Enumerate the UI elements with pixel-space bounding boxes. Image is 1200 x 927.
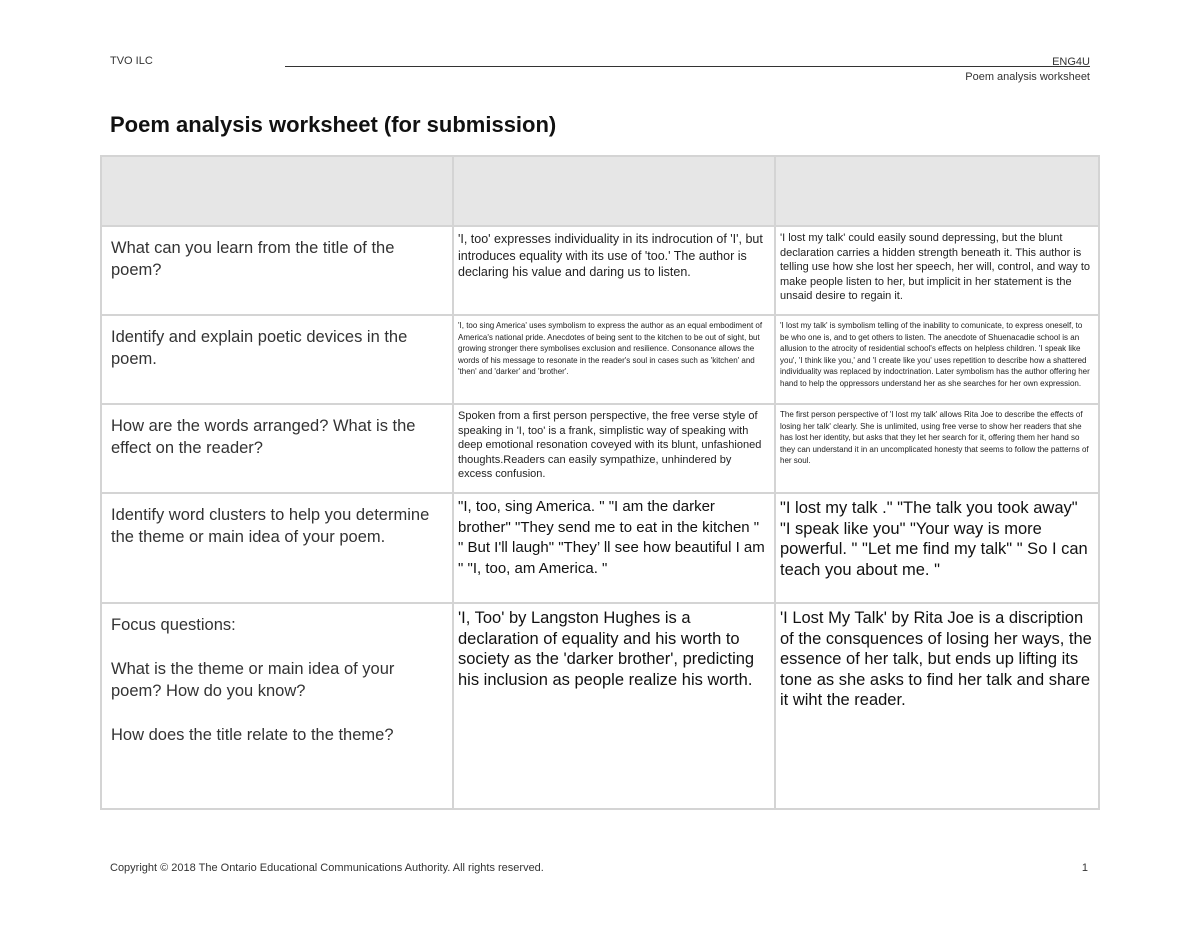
answer-cell bbox=[775, 603, 1099, 809]
question-cell bbox=[101, 315, 453, 404]
header-course: ENG4U bbox=[1052, 56, 1090, 68]
question-cell bbox=[101, 603, 453, 809]
focus-question-title: How does the title relate to the theme? bbox=[111, 726, 394, 744]
answer-cell bbox=[775, 404, 1099, 493]
answer-text: 'I, Too' by Langston Hughes is a declaration of equality and his worth to society as the 'darker brother', predicting his inclusion as people realize his worth. bbox=[458, 609, 755, 689]
question-cell bbox=[101, 404, 453, 493]
answer-text: "I, too, sing America. " "I am the darker brother" "They send me to eat in the kitchen " " But I'll laugh" "They’ ll see how beautiful I am " "I, too, am America. " bbox=[458, 498, 765, 577]
answer-text: 'I, too sing America' uses symbolism to express the author as an equal embodiment of America's national pride. Anecdotes of being sent to the kitchen to be out of sight, but growing stronger there symbolises exclusion and resilience. Consonance allows the words of his message to resonate in the reader's soul in cases such as 'kitchen' and 'then' and 'darker' and 'brother'. bbox=[458, 321, 763, 377]
question-cell bbox=[101, 226, 453, 315]
answer-cell bbox=[453, 226, 775, 315]
answer-text: 'I lost my talk' could easily sound depressing, but the blunt declaration carries a hidden strength beneath it. This author is telling use how she lost her speech, her will, control, and way to make people listen to her, but implicit in her statement is the unsaid desire to regain it. bbox=[780, 232, 1090, 302]
table-header-row bbox=[101, 156, 1099, 226]
answer-cell bbox=[453, 315, 775, 404]
answer-cell bbox=[453, 404, 775, 493]
answer-text: Spoken from a first person perspective, the free verse style of speaking in 'I, too' is a frank, simplistic way of speaking with deep emotional resonation coveyed with its blunt, unfashioned thoughts.Readers can easily sympathize, unhindered by excess confusion. bbox=[458, 410, 762, 480]
header-right bbox=[965, 55, 1090, 85]
header-left-label: TVO ILC bbox=[110, 55, 153, 67]
table-row bbox=[101, 226, 1099, 315]
answer-cell bbox=[453, 603, 775, 809]
table-row bbox=[101, 603, 1099, 809]
answer-text: 'I lost my talk' is symbolism telling of the inability to comunicate, to express oneself, to be who one is, and to get others to listen. The anecdote of Shuenacadie school is an allusion to the atrocity of residential school's effects on helpless children. 'I speak like you', 'I think like you,' and 'I create like you' uses repetition to describe how a shattered individuality was replaced by indoctrination. Later symbolism has the author offering her hand to help the oppressors understand her as she searches for her own expression. bbox=[780, 321, 1090, 388]
page-title: Poem analysis worksheet (for submission) bbox=[110, 112, 557, 137]
question-text: Identify and explain poetic devices in the poem. bbox=[111, 328, 408, 368]
answer-cell bbox=[775, 493, 1099, 603]
answer-cell bbox=[775, 226, 1099, 315]
header-cell bbox=[453, 156, 775, 226]
focus-heading: Focus questions: bbox=[111, 616, 236, 634]
question-text: How are the words arranged? What is the effect on the reader? bbox=[111, 417, 416, 457]
table-row bbox=[101, 404, 1099, 493]
focus-questions bbox=[102, 604, 452, 746]
answer-text: "I lost my talk ." "The talk you took away" "I speak like you" "Your way is more powerful. " "Let me find my talk" " So I can teach you about me. " bbox=[780, 499, 1088, 579]
focus-question-theme: What is the theme or main idea of your poem? How do you know? bbox=[111, 660, 395, 700]
header-cell bbox=[775, 156, 1099, 226]
worksheet-table bbox=[100, 155, 1100, 810]
answer-text: 'I, too' expresses individuality in its indrocution of 'I', but introduces equality with its use of 'too.' The author is declaring his value and daring us to listen. bbox=[458, 232, 763, 279]
answer-cell bbox=[775, 315, 1099, 404]
answer-cell bbox=[453, 493, 775, 603]
answer-text: The first person perspective of 'I lost my talk' allows Rita Joe to describe the effects of losing her talk' clearly. She is unlimited, using free verse to show her readers that she has lost her identity, but asks that they let her search for it, offering them her hand so they can understand it in an uncomplicated honesty that seems to follow the patterns of her soul. bbox=[780, 410, 1089, 466]
answer-text: 'I Lost My Talk' by Rita Joe is a discription of the consquences of losing her ways, the essence of her talk, but ends up lifting its tone as she asks to find her talk and share it wiht the reader. bbox=[780, 609, 1092, 709]
table-row bbox=[101, 315, 1099, 404]
question-cell bbox=[101, 493, 453, 603]
question-text: What can you learn from the title of the poem? bbox=[111, 239, 395, 279]
header-cell bbox=[101, 156, 453, 226]
table-row bbox=[101, 493, 1099, 603]
question-text: Identify word clusters to help you determine the theme or main idea of your poem. bbox=[111, 506, 430, 546]
header-subtitle: Poem analysis worksheet bbox=[965, 71, 1090, 83]
footer-copyright: Copyright © 2018 The Ontario Educational Communications Authority. All rights reserved. bbox=[110, 862, 544, 874]
page-number: 1 bbox=[1081, 862, 1088, 874]
